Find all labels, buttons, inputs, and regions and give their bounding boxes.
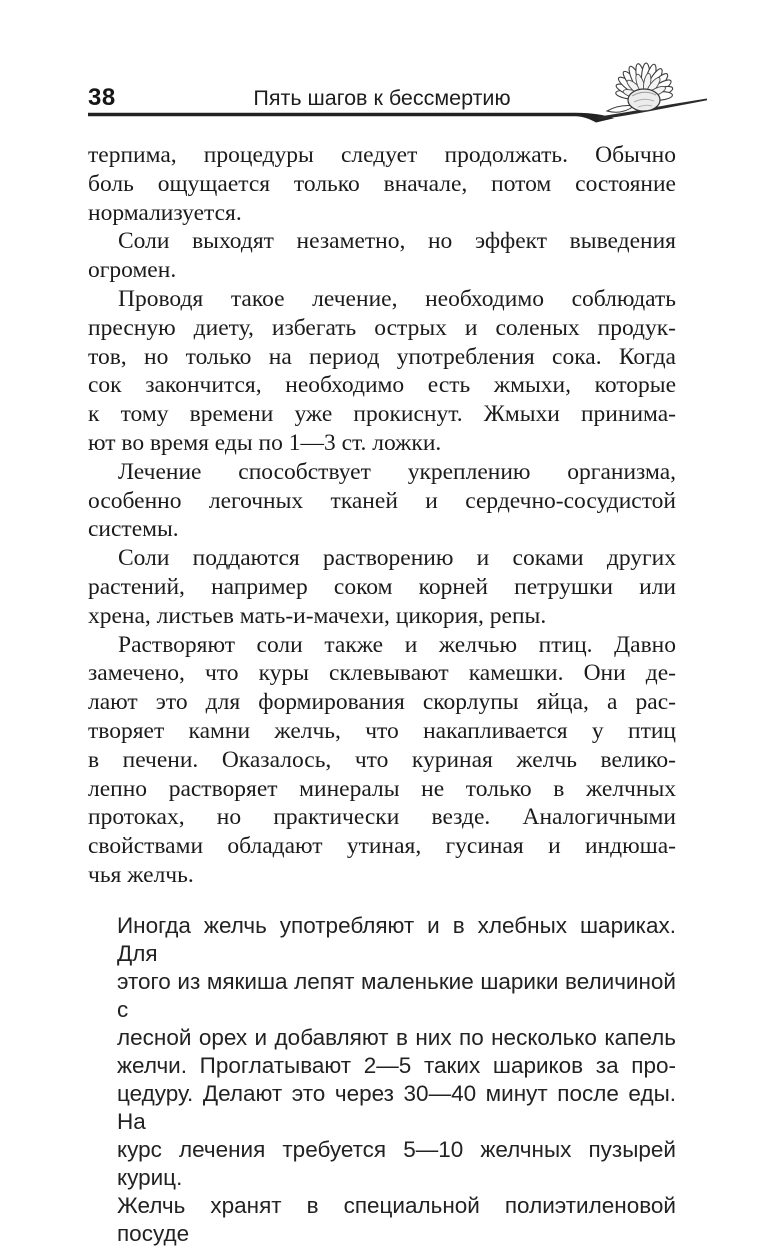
sunflower-icon: [615, 63, 674, 111]
header-rule: [88, 113, 614, 123]
text-line: нормализуется.: [88, 199, 242, 226]
header-title: Пять шагов к бессмертию: [253, 86, 511, 110]
text-line: цедуру. Делают это через 30—40 минут после еды. На: [117, 1080, 676, 1134]
body-text: [88, 141, 676, 1248]
text-line: чья желчь.: [88, 861, 194, 888]
text-line: боль ощущается только вначале, потом состояние: [88, 170, 676, 197]
text-line: системы.: [88, 516, 179, 543]
text-line: сок закончится, необходимо есть жмыхи, которые: [88, 372, 676, 399]
text-line: хрена, листьев мать-и-мачехи, цикория, репы.: [88, 602, 547, 629]
text-line: лепно растворяет минералы не только в желчных: [88, 775, 676, 802]
text-line: этого из мякиша лепят маленькие шарики величиной с: [117, 968, 676, 1022]
text-line: Проводя такое лечение, необходимо соблюдать: [118, 285, 676, 312]
paragraph-3: [88, 285, 676, 458]
text-line: пресную диету, избегать острых и соленых продук-: [88, 314, 676, 341]
paragraph-4: [88, 458, 676, 544]
text-line: свойствами обладают утиная, гусиная и индюша-: [88, 833, 676, 860]
text-line: замечено, что куры склевывают камешки. Они де-: [88, 660, 676, 687]
text-line: особенно легочных тканей и сердечно-сосудистой: [88, 487, 676, 514]
paragraph-5: [88, 544, 676, 630]
text-line: Желчь хранят в специальной полиэтиленовой посуде: [117, 1192, 676, 1246]
text-line: лесной орех и добавляют в них по несколько капель: [117, 1024, 676, 1050]
text-line: к тому времени уже прокиснут. Жмыхи принима-: [88, 401, 676, 428]
paragraph-6: [88, 631, 676, 890]
text-line: в печени. Оказалось, что куриная желчь велико-: [88, 746, 676, 773]
paragraph-2: [88, 227, 676, 285]
text-line: протоках, но практически везде. Аналогичными: [88, 804, 676, 831]
text-line: Растворяют соли также и желчью птиц. Давно: [118, 631, 676, 658]
header-ornament: [0, 60, 763, 132]
text-line: лают это для формирования скорлупы яйца, а рас-: [88, 689, 676, 716]
text-line: огромен.: [88, 257, 177, 284]
text-line: Иногда желчь употребляют и в хлебных шариках. Для: [117, 912, 676, 966]
page-number: 38: [88, 84, 116, 111]
leaf-shape: [607, 106, 634, 113]
text-line: творяет камни желчь, что накапливается у птиц: [88, 717, 676, 744]
text-line: Соли поддаются растворению и соками других: [118, 545, 676, 572]
text-line: желчи. Проглатывают 2—5 таких шариков за про-: [117, 1052, 676, 1078]
text-line: терпима, процедуры следует продолжать. Обычно: [88, 142, 676, 168]
note-block: [88, 912, 676, 1248]
text-line: Соли выходят незаметно, но эффект выведения: [118, 228, 676, 255]
text-line: ют во время еды по 1—3 ст. ложки.: [88, 429, 442, 456]
text-line: Лечение способствует укреплению организма,: [118, 458, 676, 485]
text-line: растений, например соком корней петрушки или: [88, 573, 676, 600]
text-line: тов, но только на период употребления сока. Когда: [88, 343, 676, 370]
paragraph-1: [88, 141, 676, 227]
text-line: курс лечения требуется 5—10 желчных пузырей куриц.: [117, 1136, 676, 1190]
